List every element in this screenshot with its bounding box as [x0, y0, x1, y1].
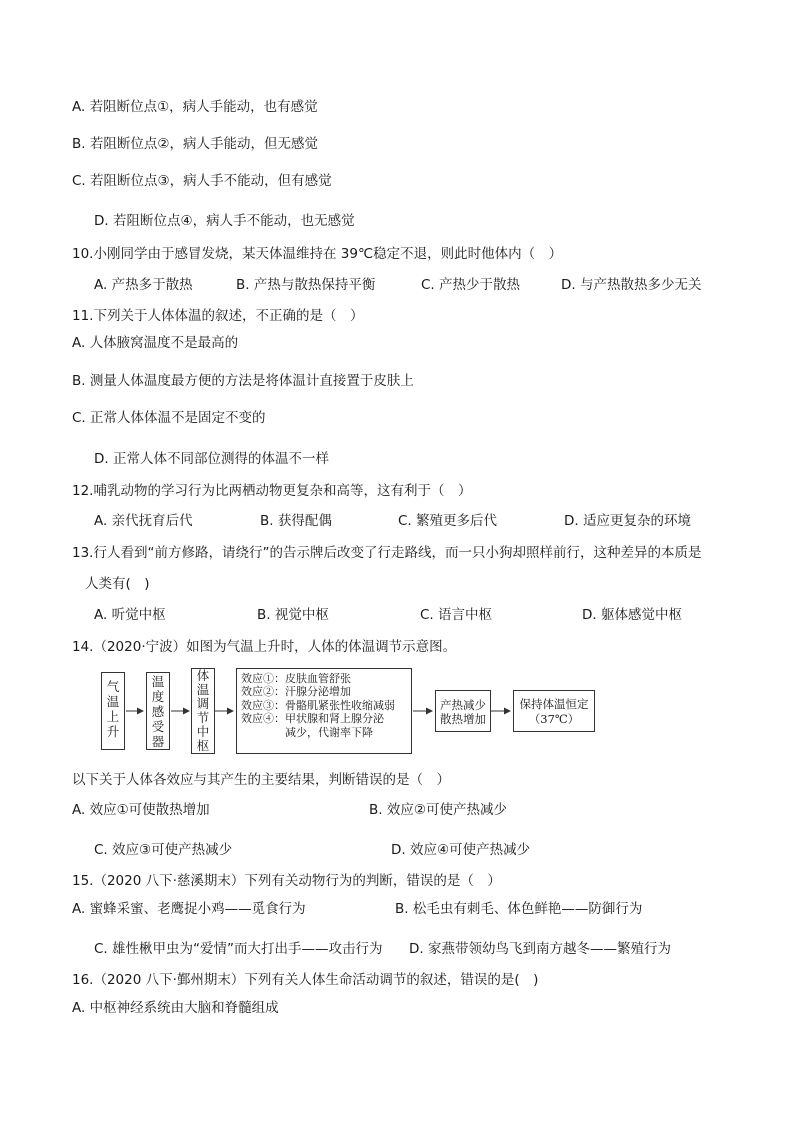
thermoregulation-diagram [98, 666, 596, 756]
q10-option-d: D. 与产热散热多少无关 [561, 277, 702, 293]
q12-option-b: B. 获得配偶 [260, 513, 332, 529]
thermoregulation-center-box: 体 温 调 节 中 枢 [191, 668, 215, 754]
q14-stem: 14.（2020·宁波）如图为气温上升时，人体的体温调节示意图。 [72, 639, 457, 655]
q10-option-c: C. 产热少于散热 [421, 277, 521, 293]
q11-option-a: A. 人体腋窝温度不是最高的 [72, 335, 239, 351]
q13-option-a: A. 听觉中枢 [94, 607, 166, 623]
result-box: 产热减少 散热增加 [435, 690, 491, 732]
q12-stem: 12.哺乳动物的学习行为比两栖动物更复杂和高等，这有利于（ ） [72, 483, 472, 499]
effect-4-cont: 减少，代谢率下降 [241, 725, 373, 739]
q11-option-b: B. 测量人体温度最方便的方法是将体温计直接置于皮肤上 [72, 373, 414, 389]
q9-option-a: A. 若阻断位点①，病人手能动，也有感觉 [72, 99, 318, 115]
q16-option-a: A. 中枢神经系统由大脑和脊髓组成 [72, 1000, 279, 1016]
q14-question: 以下关于人体各效应与其产生的主要结果，判断错误的是（ ） [72, 772, 450, 788]
q14-option-c: C. 效应③可使产热减少 [94, 842, 233, 858]
q11-stem: 11.下列关于人体体温的叙述，不正确的是（ ） [72, 308, 364, 324]
q12-option-c: C. 繁殖更多后代 [398, 513, 498, 529]
q14-option-b: B. 效应②可使产热减少 [369, 802, 507, 818]
q15-stem: 15.（2020 八下·慈溪期末）下列有关动物行为的判断，错误的是（ ） [72, 873, 501, 889]
q12-option-d: D. 适应更复杂的环境 [564, 513, 691, 529]
q11-option-c: C. 正常人体体温不是固定不变的 [72, 410, 266, 426]
q12-option-a: A. 亲代抚育后代 [94, 513, 193, 529]
q15-option-c: C. 雄性楸甲虫为“爱情”而大打出手——攻击行为 [94, 941, 383, 957]
q13-option-b: B. 视觉中枢 [257, 607, 329, 623]
q14-option-a: A. 效应①可使散热增加 [72, 802, 210, 818]
effect-3: 效应③：骨骼肌紧张性收缩减弱 [241, 698, 395, 712]
q13-option-c: C. 语言中枢 [420, 607, 493, 623]
effect-2: 效应②：汗腺分泌增加 [241, 685, 351, 699]
q9-option-b: B. 若阻断位点②，病人手能动，但无感觉 [72, 136, 318, 152]
q14-option-d: D. 效应④可使产热减少 [391, 842, 531, 858]
q15-option-d: D. 家燕带领幼鸟飞到南方越冬——繁殖行为 [409, 941, 671, 957]
q10-option-a: A. 产热多于散热 [94, 277, 193, 293]
q10-stem: 10.小刚同学由于感冒发烧，某天体温维持在 39℃稳定不退，则此时他体内（ ） [72, 246, 563, 262]
q13-stem-line2: 人类有( ) [85, 576, 150, 592]
q13-stem-line1: 13.行人看到“前方修路，请绕行”的告示牌后改变了行走路线，而一只小狗却照样前行，这种差异的本质是 [72, 545, 702, 561]
temperature-rise-box: 气 温 上 升 [101, 672, 125, 750]
q9-option-c: C. 若阻断位点③，病人手不能动，但有感觉 [72, 173, 332, 189]
q11-option-d: D. 正常人体不同部位测得的体温不一样 [94, 451, 329, 467]
q15-option-a: A. 蜜蜂采蜜、老鹰捉小鸡——觅食行为 [72, 901, 306, 917]
q16-stem: 16.（2020 八下·鄞州期末）下列有关人体生命活动调节的叙述，错误的是( ) [72, 972, 539, 988]
q13-option-d: D. 躯体感觉中枢 [582, 607, 682, 623]
q9-option-d: D. 若阻断位点④，病人手不能动，也无感觉 [94, 213, 355, 229]
q10-option-b: B. 产热与散热保持平衡 [236, 277, 376, 293]
effect-1: 效应①：皮肤血管舒张 [241, 672, 351, 685]
effect-4: 效应④：甲状腺和肾上腺分泌 [241, 712, 384, 726]
final-state-box: 保持体温恒定 （37℃） [513, 690, 595, 732]
effects-box [236, 668, 412, 754]
temperature-receptor-box: 温 度 感 受 器 [146, 672, 170, 750]
q15-option-b: B. 松毛虫有刺毛、体色鲜艳——防御行为 [395, 901, 643, 917]
